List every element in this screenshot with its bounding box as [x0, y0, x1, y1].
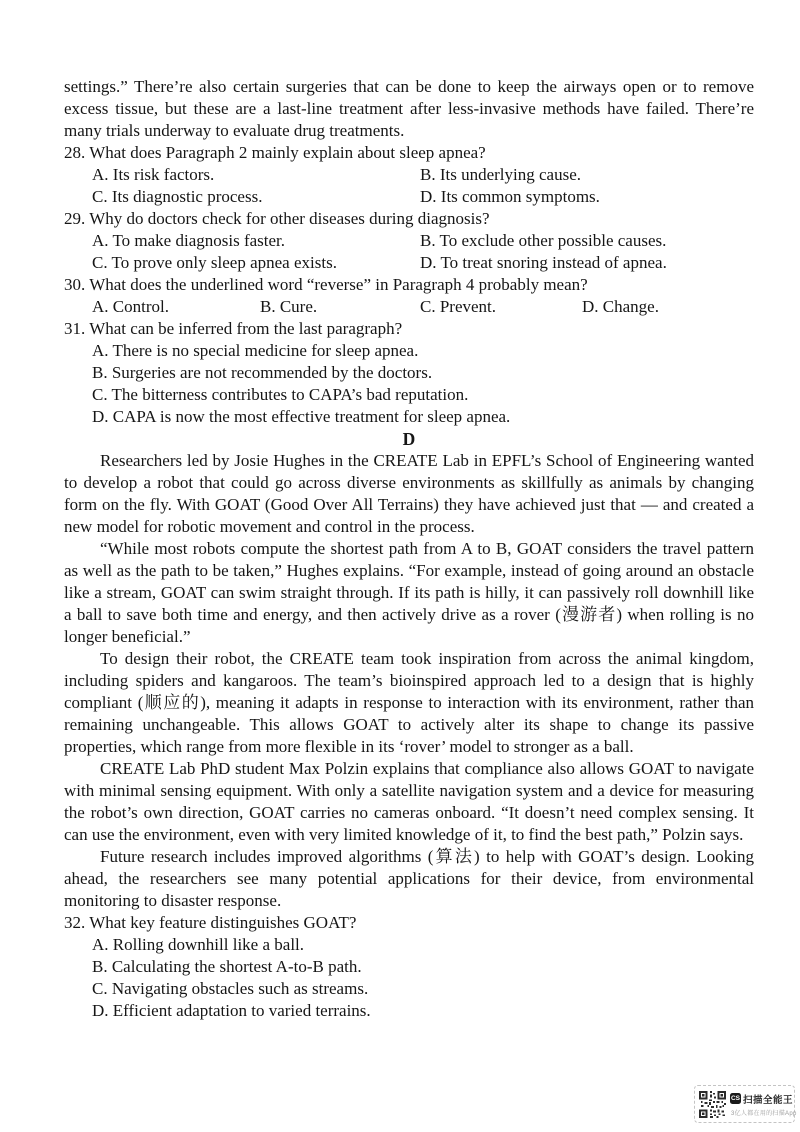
- option-d: D. Efficient adaptation to varied terrains.: [92, 1001, 371, 1020]
- passage-paragraph-3: To design their robot, the CREATE team took inspiration from across the animal kingdom, including spiders and kangaroos. The team’s bioinspired approach led to a design that is highly compliant (顺应的), meaning it adapts in response to interaction with its environment, rather than remaining unchangeable. This allows GOAT to actively alter its shape to change its passive properties, which range from more flexible in its ‘rover’ model to stronger as a ball.: [64, 649, 754, 756]
- question-32: [64, 912, 754, 1022]
- passage-paragraph-2: “While most robots compute the shortest path from A to B, GOAT considers the travel pattern as well as the path to be taken,” Hughes explains. “For example, instead of going around an obstacle like a stream, GOAT can swim straight through. If its path is hilly, it can passively roll downhill like a ball to save both time and energy, and then actively drive as a rover (漫游者) when rolling is no longer beneficial.”: [64, 539, 754, 646]
- question-text: What key feature distinguishes GOAT?: [89, 913, 357, 932]
- option-d: D. To treat snoring instead of apnea.: [420, 253, 667, 272]
- watermark-subtitle: 3亿人都在用的扫描App: [731, 1110, 797, 1117]
- question-text: What does Paragraph 2 mainly explain about sleep apnea?: [89, 143, 486, 162]
- question-28: [64, 142, 754, 208]
- question-28-stem: [64, 142, 754, 164]
- question-29-stem: [64, 208, 754, 230]
- passage-paragraph-4: CREATE Lab PhD student Max Polzin explains that compliance also allows GOAT to navigate with minimal sensing equipment. With only a satellite navigation system and a device for measuring the robot’s own direction, GOAT carries no cameras onboard. “It doesn’t need complex sensing. It can use the environment, even with very limited knowledge of it, to find the best path,” Polzin says.: [64, 759, 754, 844]
- watermark-text-block: [730, 1092, 797, 1117]
- passage-paragraph-5: Future research includes improved algorithms (算法) to help with GOAT’s design. Looking ahead, the researchers see many potential applications for their device, from environmental monitoring to disaster response.: [64, 847, 754, 910]
- question-number: 32.: [64, 913, 86, 932]
- camscanner-watermark: [694, 1085, 795, 1123]
- question-29-options-row-2: [64, 252, 754, 274]
- intro-paragraph: settings.” There’re also certain surgeries that can be done to keep the airways open or to remove excess tissue, but these are a last-line treatment after less-invasive methods have failed. There’re many trials underway to evaluate drug treatments.: [64, 77, 754, 140]
- question-number: 30.: [64, 275, 86, 294]
- question-text: What does the underlined word “reverse” in Paragraph 4 probably mean?: [89, 275, 588, 294]
- question-number: 29.: [64, 209, 86, 228]
- option-c: C. To prove only sleep apnea exists.: [92, 253, 337, 272]
- option-c: C. Its diagnostic process.: [92, 187, 263, 206]
- option-d: D. Its common symptoms.: [420, 187, 600, 206]
- passage-paragraph-1: Researchers led by Josie Hughes in the CREATE Lab in EPFL’s School of Engineering wanted to develop a robot that could go across diverse environments as skillfully as animals by changing form on the fly. With GOAT (Good Over All Terrains) they have achieved just that — and created a new model for robotic movement and control in the process.: [64, 451, 754, 536]
- option-a: A. To make diagnosis faster.: [92, 231, 286, 250]
- question-28-options-row-1: [64, 164, 754, 186]
- option-a: A. Control.: [92, 297, 169, 316]
- option-b: B. Its underlying cause.: [420, 165, 581, 184]
- question-32-stem: [64, 912, 754, 934]
- question-30-stem: [64, 274, 754, 296]
- exam-text-column: [64, 76, 754, 1022]
- watermark-title-row: [730, 1092, 797, 1106]
- option-c: C. Prevent.: [420, 297, 497, 316]
- question-28-options-row-2: [64, 186, 754, 208]
- watermark-title: 扫描全能王: [743, 1094, 794, 1106]
- option-b: B. Surgeries are not recommended by the doctors.: [92, 363, 433, 382]
- question-29: [64, 208, 754, 274]
- option-c: C. The bitterness contributes to CAPA’s bad reputation.: [92, 385, 469, 404]
- option-b: B. Calculating the shortest A-to-B path.: [92, 957, 362, 976]
- question-31-stem: [64, 318, 754, 340]
- option-a: A. Its risk factors.: [92, 165, 215, 184]
- question-number: 28.: [64, 143, 86, 162]
- option-b: B. Cure.: [260, 297, 318, 316]
- option-a: A. Rolling downhill like a ball.: [92, 935, 305, 954]
- question-31: [64, 318, 754, 428]
- question-29-options-row-1: [64, 230, 754, 252]
- option-d: D. Change.: [582, 297, 659, 316]
- question-text: Why do doctors check for other diseases during diagnosis?: [89, 209, 490, 228]
- option-a: A. There is no special medicine for sleep apnea.: [92, 341, 419, 360]
- question-number: 31.: [64, 319, 86, 338]
- camscanner-logo-icon: CS: [730, 1095, 741, 1102]
- option-c: C. Navigating obstacles such as streams.: [92, 979, 369, 998]
- qr-code-icon: [699, 1091, 726, 1118]
- question-30-options-row: [64, 296, 754, 318]
- question-30: [64, 274, 754, 318]
- question-text: What can be inferred from the last paragraph?: [89, 319, 403, 338]
- option-d: D. CAPA is now the most effective treatment for sleep apnea.: [92, 407, 511, 426]
- passage-section-label: D: [402, 429, 416, 449]
- option-b: B. To exclude other possible causes.: [420, 231, 667, 250]
